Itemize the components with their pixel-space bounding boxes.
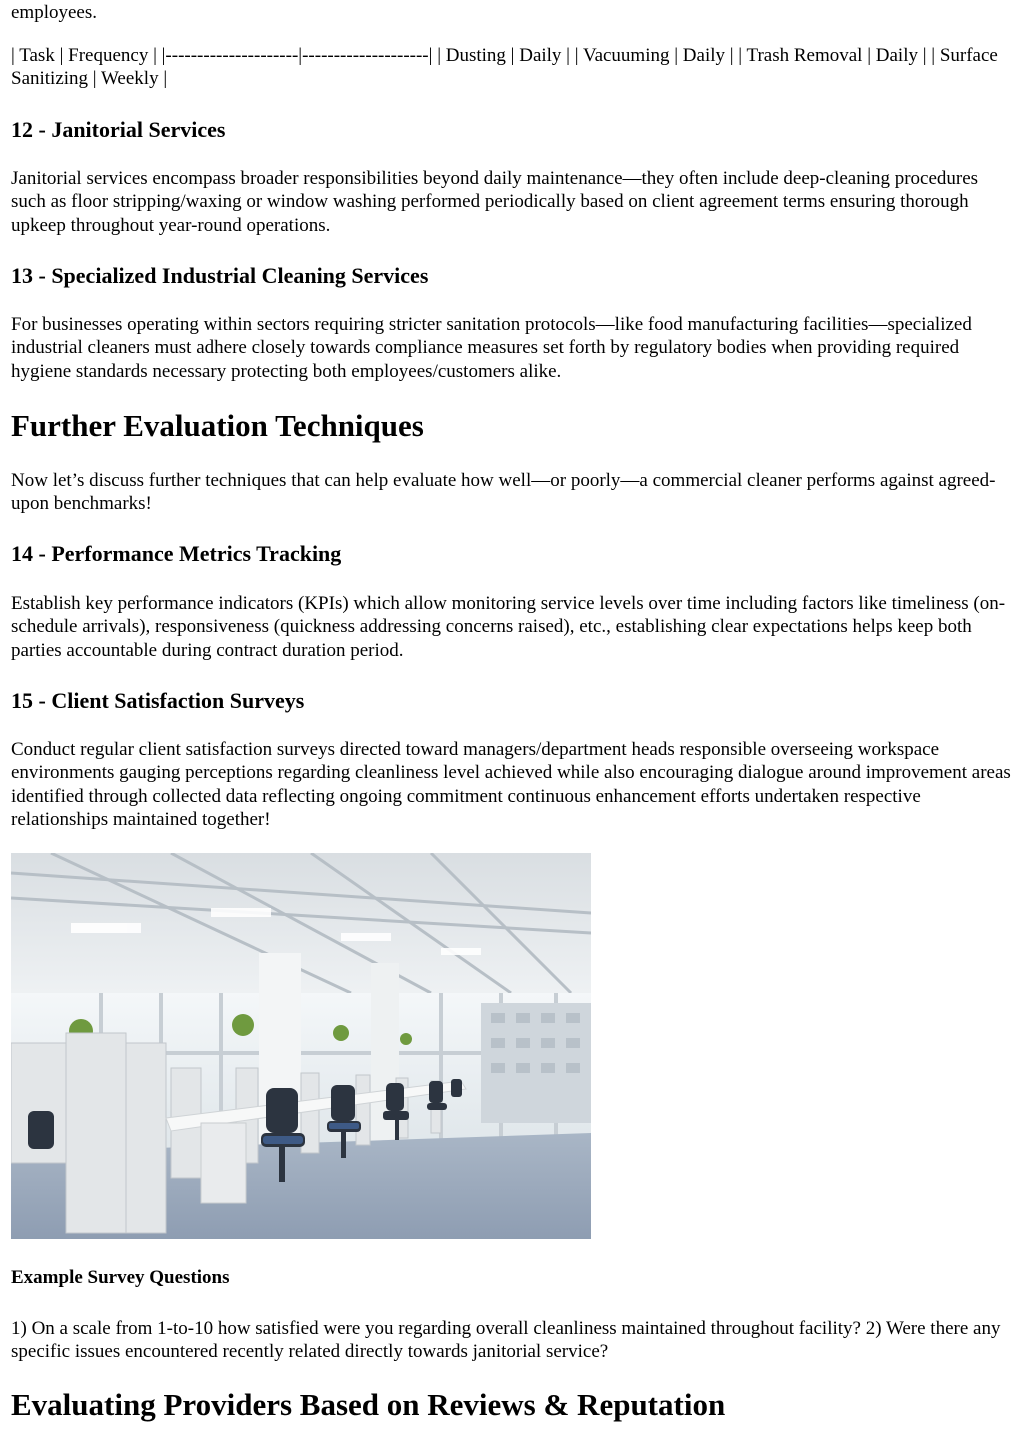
further-evaluation-paragraph: Now let’s discuss further techniques that can help evaluate how well—or poorly—a commercial cleaner performs against agreed-upon benchmarks! bbox=[11, 470, 996, 515]
client-surveys-heading: 15 - Client Satisfaction Surveys bbox=[11, 688, 305, 713]
office-cubicles-photo bbox=[11, 853, 591, 1239]
example-survey-questions-heading: Example Survey Questions bbox=[11, 1267, 230, 1288]
further-evaluation-heading: Further Evaluation Techniques bbox=[11, 408, 424, 443]
client-surveys-paragraph: Conduct regular client satisfaction surveys directed toward managers/department heads responsible overseeing workspace environments gauging perceptions regarding cleanliness level achieved while also encouraging dialogue around improvement areas identified through collected data reflecting ongoing commitment continuous enhancement efforts undertaken respective relationships maintained together! bbox=[11, 739, 1011, 831]
performance-metrics-heading: 14 - Performance Metrics Tracking bbox=[11, 541, 342, 566]
example-survey-questions-paragraph: 1) On a scale from 1-to-10 how satisfied were you regarding overall cleanliness maintained throughout facility? 2) Were there any specific issues encountered recently related directly towards janitorial service? bbox=[11, 1318, 1001, 1363]
reviews-reputation-heading: Evaluating Providers Based on Reviews & Reputation bbox=[11, 1387, 726, 1422]
performance-metrics-paragraph: Establish key performance indicators (KPIs) which allow monitoring service levels over time including factors like timeliness (on-schedule arrivals), responsiveness (quickness addressing concerns raised), etc., establishing clear expectations helps keep both parties accountable during contract duration period. bbox=[11, 593, 1006, 661]
janitorial-services-paragraph: Janitorial services encompass broader responsibilities beyond daily maintenance—they often include deep-cleaning procedures such as floor stripping/waxing or window washing performed periodically based on client agreement terms ensuring thorough upkeep throughout year-round operations. bbox=[11, 168, 979, 236]
industrial-cleaning-paragraph: For businesses operating within sectors requiring stricter sanitation protocols—like food manufacturing facilities—specialized industrial cleaners must adhere closely towards compliance measures set forth by regulatory bodies when providing required hygiene standards necessary protecting both employees/customers alike. bbox=[11, 314, 972, 382]
task-frequency-table-text: | Task | Frequency | |---------------------|--------------------| | Dusting | Daily | | Vacuuming | Daily | | Trash Removal | Daily | | Surface Sanitizing | Weekly | bbox=[11, 45, 998, 90]
janitorial-services-heading: 12 - Janitorial Services bbox=[11, 117, 226, 142]
industrial-cleaning-heading: 13 - Specialized Industrial Cleaning Services bbox=[11, 263, 429, 288]
office-photo-illustration bbox=[11, 853, 591, 1239]
intro-tail-text: employees. bbox=[11, 2, 98, 23]
